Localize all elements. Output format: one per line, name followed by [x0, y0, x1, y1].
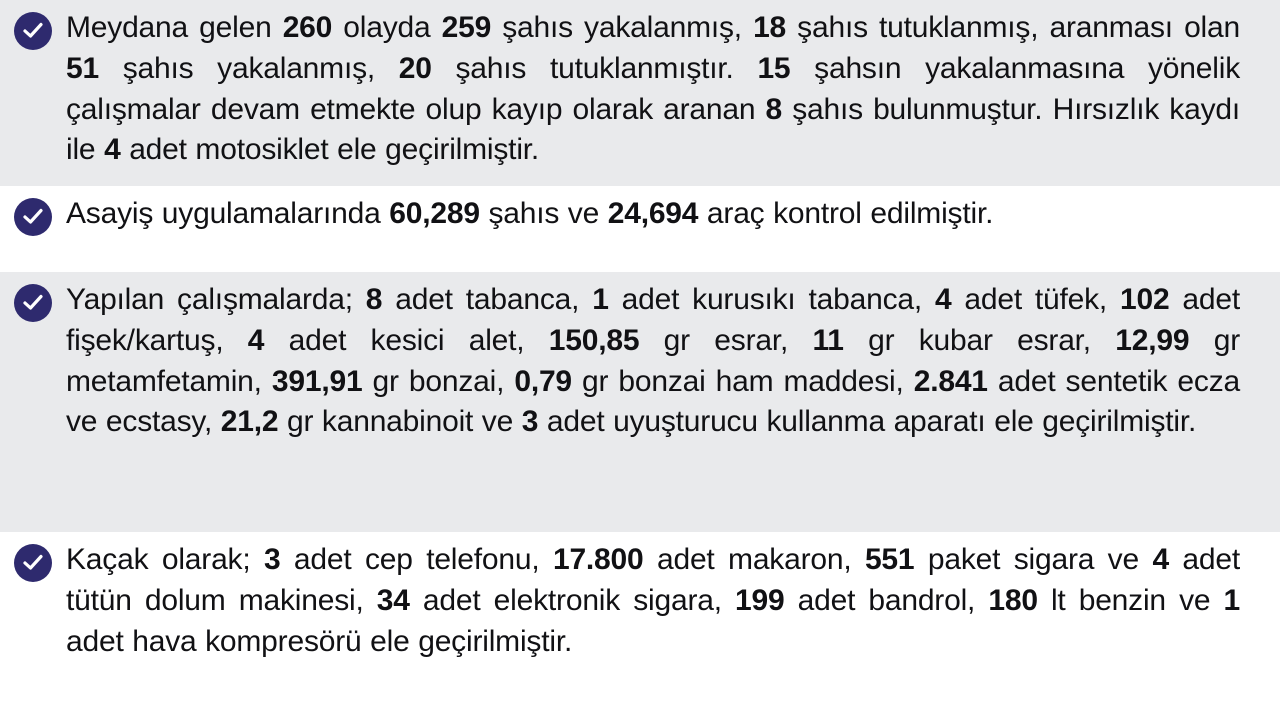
list-item-text: Yapılan çalışmalarda; 8 adet tabanca, 1 adet kurusıkı tabanca, 4 adet tüfek, 102 adet fişek/kartuş, 4 adet kesici alet, 150,85 gr esrar, 11 gr kubar esrar, 12,99 gr metamfetamin, 391,91 gr bonzai, 0,79 gr bonzai ham maddesi, 2.841 adet sentetik ecza ve ecstasy, 21,2 gr kannabinoit ve 3 adet uyuşturucu kullanma aparatı ele geçirilmiştir. — [66, 283, 1240, 439]
check-circle-icon — [14, 198, 52, 236]
list-item — [0, 186, 1280, 272]
list-item-text: Meydana gelen 260 olayda 259 şahıs yakalanmış, 18 şahıs tutuklanmış, aranması olan 51 şahıs yakalanmış, 20 şahıs tutuklanmıştır. 15 şahsın yakalanmasına yönelik çalışmalar devam etmekte olup kayıp olarak aranan 8 şahıs bulunmuştur. Hırsızlık kaydı ile 4 adet motosiklet ele geçirilmiştir. — [66, 11, 1240, 167]
list-item-text: Kaçak olarak; 3 adet cep telefonu, 17.800 adet makaron, 551 paket sigara ve 4 adet tütün dolum makinesi, 34 adet elektronik sigara, 199 adet bandrol, 180 lt benzin ve 1 adet hava kompresörü ele geçirilmiştir. — [66, 543, 1240, 658]
check-circle-icon — [14, 544, 52, 582]
check-circle-icon — [14, 12, 52, 50]
list-item — [0, 532, 1280, 720]
list-item — [0, 272, 1280, 532]
check-circle-icon — [14, 284, 52, 322]
list-item — [0, 0, 1280, 186]
list-item-text: Asayiş uygulamalarında 60,289 şahıs ve 24,694 araç kontrol edilmiştir. — [66, 197, 994, 230]
